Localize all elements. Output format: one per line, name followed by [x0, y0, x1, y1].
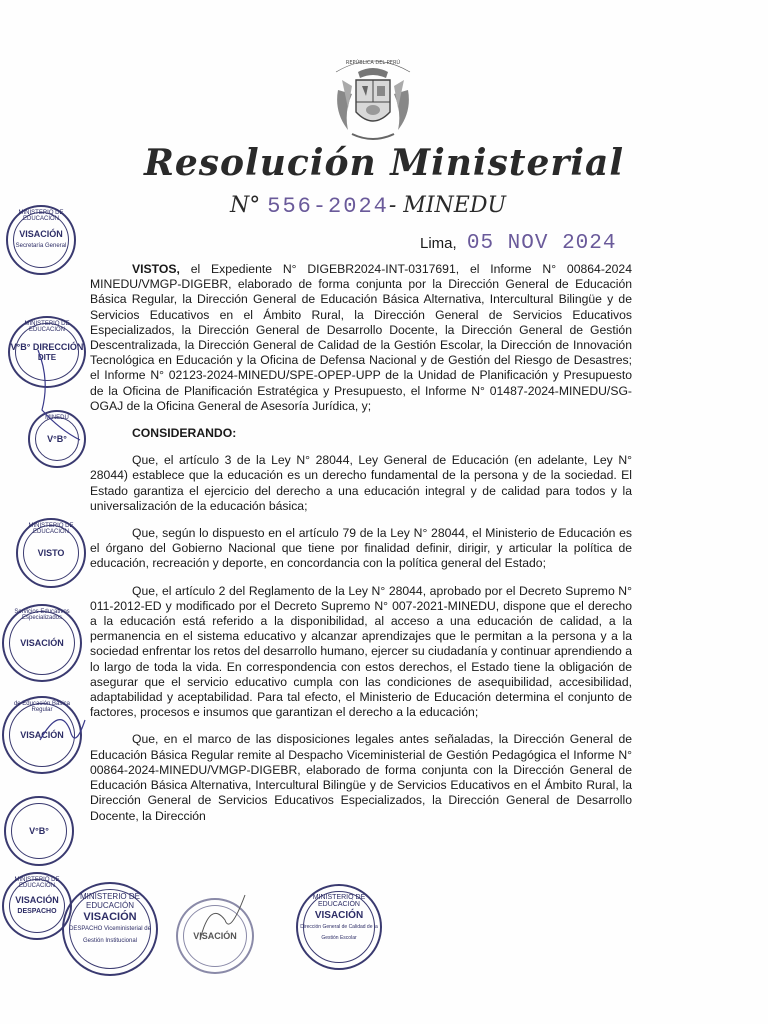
visacion-stamp-secretaria: [6, 205, 76, 275]
paragraph-2: Que, según lo dispuesto en el artículo 79 de la Ley N° 28044, el Ministerio de Educación es el órgano del Gobierno Nacional que tiene por finalidad definir, dirigir, y articular la política de educación, recreación y deporte, en concordancia con la política general del Estado;: [90, 526, 632, 571]
considerando-heading: CONSIDERANDO:: [132, 426, 237, 441]
stamp-label: V°B° DIRECCIÓN: [10, 341, 84, 352]
vobo-stamp-docente: [4, 796, 74, 866]
paragraph-4: Que, en el marco de las disposiciones legales antes señaladas, la Dirección General de Educación Básica Regular remite al Despacho Viceministerial de Gestión Pedagógica el Informe N° 00864-2024-MINEDU/VMGP-DIGEBR, elaborado de forma conjunta con la Dirección General de Educación Básica Alternativa, Intercultural Bilingüe y de Servicios Educativos en el Ámbito Rural, la Dirección General de Servicios Educativos Especializados, la Dirección General de Desarrollo Docente, la Dirección: [90, 732, 632, 823]
paragraph-3: Que, el artículo 2 del Reglamento de la Ley N° 28044, aprobado por el Decreto Supremo N° 011-2012-ED y modificado por el Decreto Supremo N° 007-2021-MINEDU, dispone que el derecho a la educación está referido a la disponibilidad, al acceso a una educación de calidad, a la permanencia en el sistema educativo y alcanzar aprendizajes que le permitan a la persona y a la sociedad enfrentar los retos del desarrollo humano, ejercer su ciudadanía y continuar aprendiendo a lo largo de toda la vida. En correspondencia con estos derechos, el Estado tiene la obligación de asegurar que el servicio educativo cumpla con las condiciones de asequibilidad, accesibilidad, adaptabilidad y aceptabilidad. Para tal efecto, el Ministerio de Educación determina el conjunto de factores, procesos e insumos que garantizan el derecho a la educación;: [90, 583, 633, 720]
vistos-text: el Expediente N° DIGEBR2024-INT-0317691, el Informe N° 00864-2024 MINEDU/VMGP-DIGEBR, elaborado de forma conjunta por la Dirección General de Educación Básica Regular, la Dirección General de Educación Básica Alternativa, Intercultural Bilingüe y de Servicios Educativos en el Ámbito Rural, la Dirección General de Servicios Educativos Especializados, la Dirección General de Desarrollo Docente, la Dirección General de Gestión Descentralizada, la Dirección General de Calidad de la Gestión Escolar, la Dirección de Innovación Tecnológica en Educación y la Oficina de Defensa Nacional y de Gestión del Riesgo de Desastres; el Informe N° 02123-2024-MINEDU/SPE-OPEP-UPP de la Unidad de Planificación y Presupuesto de la Oficina de Planificación Estratégica y Presupuesto, el Informe N° 01487-2024-MINEDU/SG-OGAJ de la Oficina General de Asesoría Jurídica, y;: [90, 262, 632, 413]
stamp-label: VISACIÓN: [83, 911, 137, 923]
signature-mark-3: [190, 890, 250, 950]
stamp-sub: DITE: [37, 352, 57, 362]
stamp-label: VISACIÓN: [20, 730, 64, 740]
stamp-outer-text: MINISTERIO DE EDUCACIÓN: [79, 892, 140, 910]
stamp-sub: DESPACHO Viceministerial de Gestión Institucional: [69, 926, 151, 944]
signature-mark-2: [30, 700, 90, 760]
visacion-stamp-despacho-vgi: [62, 882, 158, 976]
number-value: 556-2024: [267, 194, 389, 219]
date-value: 05 NOV 2024: [466, 232, 617, 255]
stamp-sub: Dirección General de Calidad de la Gestión Escolar: [300, 924, 378, 941]
date-label: Lima,: [420, 235, 457, 252]
document-body: [90, 262, 632, 836]
stamp-label: VISTO: [37, 548, 65, 558]
stamp-label: VISACIÓN: [193, 931, 237, 941]
number-suffix: - MINEDU: [388, 193, 507, 218]
vistos-label: VISTOS,: [132, 262, 180, 276]
stamp-outer-text: MINISTERIO DE EDUCACIÓN: [28, 523, 74, 535]
stamp-label: VISACIÓN: [20, 638, 64, 648]
paragraph-1: Que, el artículo 3 de la Ley N° 28044, Ley General de Educación (en adelante, Ley N° 28044) establece que la educación es un derecho fundamental de la persona y de la sociedad. El Estado garantiza el ejercicio del derecho a una educación integral y de calidad para todos y la universalización de la educación básica;: [90, 453, 632, 513]
stamp-outer-text: MINISTERIO DE EDUCACIÓN: [24, 321, 70, 333]
stamp-label: V°B°: [29, 826, 49, 836]
stamp-label: VISACIÓN: [19, 229, 63, 239]
vistos-paragraph: [90, 262, 632, 414]
stamp-sub: Secretaría General: [15, 243, 67, 249]
stamp-label: V°B°: [47, 434, 67, 444]
number-prefix: N°: [230, 193, 261, 218]
visto-stamp: [16, 518, 86, 588]
crest-text: REPÚBLICA DEL PERÚ: [345, 60, 401, 66]
stamp-outer-text: Servicios Educativos Especializados: [14, 609, 70, 621]
stamp-label: VISACIÓN: [314, 910, 364, 921]
stamp-outer-text: de Educación Básica Regular: [13, 701, 71, 713]
resolution-number: [230, 193, 506, 219]
stamp-sub: DESPACHO: [17, 908, 57, 915]
stamp-outer-text: MINISTERIO DE EDUCACIÓN: [18, 210, 64, 222]
stamp-outer-text: MINEDU: [45, 415, 69, 421]
stamp-label: VISACIÓN: [15, 895, 59, 905]
document-title: Resolución Ministerial: [143, 142, 625, 184]
document-date: [420, 232, 616, 255]
stamp-outer-text: MINISTERIO DE EDUCACIÓN: [312, 894, 366, 908]
visacion-stamp-calidad: [296, 884, 382, 970]
signature-mark-1: [30, 340, 90, 450]
national-crest-icon: [326, 50, 420, 146]
visacion-stamp-especializados: [2, 604, 82, 682]
stamp-outer-text: MINISTERIO DE EDUCACIÓN: [14, 877, 60, 889]
